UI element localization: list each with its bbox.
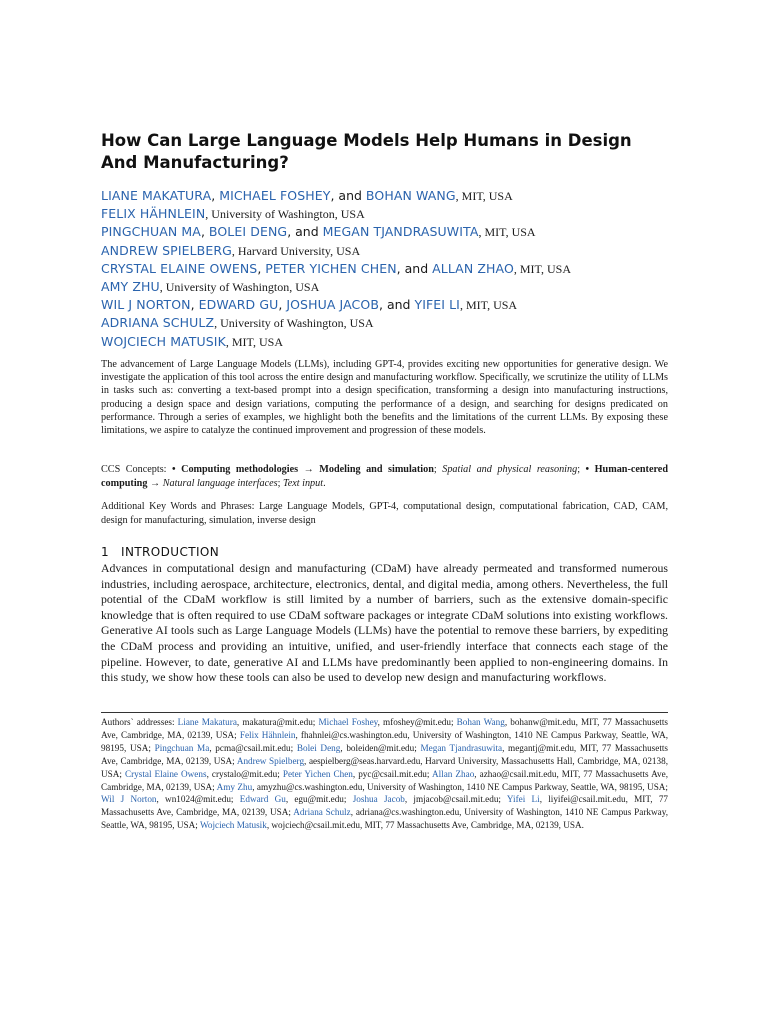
- footnote-text: , pyc@csail.mit.edu;: [352, 768, 432, 779]
- footnote-author-link[interactable]: Edward Gu: [239, 794, 286, 805]
- author-line: [101, 205, 681, 223]
- author-name-link[interactable]: WIL J NORTON: [101, 297, 191, 313]
- footnote-text: Authors` addresses:: [101, 717, 178, 727]
- footnote-text: , makatura@mit.edu;: [236, 717, 319, 727]
- author-separator: ,: [278, 297, 287, 313]
- footnote-text: , megantj@mit.edu, MIT, 77 Massachusetts Ave, Cambridge, MA, 02139, USA;: [101, 742, 669, 766]
- footnote-author-link[interactable]: Wil J Norton: [101, 794, 157, 805]
- author-name-link[interactable]: AMY ZHU: [101, 279, 160, 295]
- footnote-author-link[interactable]: Pingchuan Ma: [154, 742, 210, 753]
- author-affiliation: , MIT, USA: [455, 189, 513, 203]
- author-name-link[interactable]: MEGAN TJANDRASUWITA: [322, 224, 479, 240]
- author-name-link[interactable]: BOLEI DENG: [208, 224, 288, 240]
- author-name-link[interactable]: WOJCIECH MATUSIK: [101, 333, 226, 349]
- ccs-concepts: [101, 463, 668, 491]
- footnote-author-link[interactable]: Liane Makatura: [177, 717, 237, 727]
- author-name-link[interactable]: YIFEI LI: [414, 297, 460, 313]
- author-name-link[interactable]: PINGCHUAN MA: [101, 224, 201, 240]
- author-line: [101, 242, 681, 260]
- author-name-link[interactable]: CRYSTAL ELAINE OWENS: [101, 260, 258, 276]
- author-line: [101, 187, 681, 205]
- footnote-text: , boleiden@mit.edu;: [340, 742, 421, 753]
- author-affiliation: , MIT, USA: [513, 261, 572, 276]
- author-line: [101, 278, 681, 296]
- author-name-link[interactable]: JOSHUA JACOB: [286, 297, 380, 313]
- footnote-author-link[interactable]: Bolei Deng: [296, 742, 341, 753]
- author-separator: , and: [379, 297, 415, 313]
- author-separator: ,: [190, 297, 199, 313]
- authors-addresses-footnote: [101, 716, 668, 832]
- footnote-text: , wn1024@mit.edu;: [156, 794, 240, 805]
- keywords: Additional Key Words and Phrases: Large Language Models, GPT-4, computational design, computational fabrication, CAD, CAM, design for manufacturing, simulation, inverse design: [101, 501, 668, 526]
- section-number: 1: [101, 545, 110, 559]
- footnote-author-link[interactable]: Peter Yichen Chen: [282, 768, 353, 779]
- author-affiliation: , University of Washington, USA: [159, 280, 320, 295]
- author-name-link[interactable]: ADRIANA SCHULZ: [101, 315, 215, 331]
- footnote-text: , wojciech@csail.mit.edu, MIT, 77 Massachusetts Ave, Cambridge, MA, 02139, USA.: [266, 820, 584, 831]
- footnote-text: , amyzhu@cs.washington.edu, University of Washington, 1410 NE Campus Parkway, Seattle, WA, 98195, USA;: [252, 781, 668, 792]
- footnote-author-link[interactable]: Megan Tjandrasuwita: [420, 742, 503, 753]
- footnote-author-link[interactable]: Michael Foshey: [318, 717, 378, 727]
- footnote-author-link[interactable]: Bohan Wang: [456, 717, 505, 727]
- author-name-link[interactable]: LIANE MAKATURA: [101, 188, 212, 203]
- author-affiliation: , Harvard University, USA: [231, 243, 361, 258]
- author-separator: ,: [257, 260, 266, 276]
- author-affiliation: , MIT, USA: [225, 334, 283, 349]
- footnote-author-link[interactable]: Adriana Schulz: [293, 807, 351, 818]
- footnote-author-link[interactable]: Yifei Li: [506, 794, 540, 805]
- ccs-arrow: →: [147, 478, 163, 489]
- author-name-link[interactable]: BOHAN WANG: [365, 188, 456, 203]
- footnote-text: , azhao@csail.mit.edu, MIT, 77 Massachusetts Ave, Cambridge, MA, 02139, USA;: [101, 768, 669, 792]
- ccs-text-input: Text input: [282, 478, 324, 489]
- author-line: [101, 314, 681, 332]
- author-name-link[interactable]: EDWARD GU: [198, 297, 279, 313]
- author-name-link[interactable]: MICHAEL FOSHEY: [219, 188, 331, 203]
- footnote-author-link[interactable]: Joshua Jacob: [352, 794, 405, 805]
- ccs-end: .: [323, 478, 326, 489]
- footnote-author-link[interactable]: Wojciech Matusik: [199, 820, 267, 831]
- footnote-author-link[interactable]: Crystal Elaine Owens: [124, 768, 207, 779]
- footnote-text: , mfoshey@mit.edu;: [377, 717, 457, 727]
- footnote-author-link[interactable]: Andrew Spielberg: [236, 755, 305, 766]
- author-affiliation: , MIT, USA: [478, 225, 536, 240]
- footnote-author-link[interactable]: Felix Hähnlein: [239, 729, 296, 740]
- author-line: [101, 223, 681, 241]
- ccs-nl-interfaces: Natural language interfaces: [162, 478, 278, 489]
- author-name-link[interactable]: ANDREW SPIELBERG: [101, 242, 232, 258]
- author-separator: ,: [211, 188, 220, 203]
- footnote-author-link[interactable]: Amy Zhu: [216, 781, 253, 792]
- author-name-link[interactable]: ALLAN ZHAO: [432, 260, 514, 276]
- author-separator: , and: [396, 260, 433, 276]
- footnote-text: , jmjacob@csail.mit.edu;: [404, 794, 507, 805]
- author-affiliation: , University of Washington, USA: [205, 207, 365, 222]
- author-name-link[interactable]: FELIX HÄHNLEIN: [101, 206, 206, 222]
- footnote-text: , pcma@csail.mit.edu;: [209, 742, 297, 753]
- footnote-text: , fhahnlei@cs.washington.edu, University of Washington, 1410 NE Campus Parkway, Seattle, WA, 98195, USA;: [101, 729, 669, 753]
- paper-title: How Can Large Language Models Help Humans in Design And Manufacturing?: [101, 131, 632, 172]
- section-heading: [101, 545, 219, 559]
- author-separator: ,: [200, 224, 209, 240]
- footnote-text: , bohanw@mit.edu, MIT, 77 Massachusetts Ave, Cambridge, MA, 02139, USA;: [101, 717, 668, 740]
- author-name-link[interactable]: PETER YICHEN CHEN: [265, 260, 397, 276]
- ccs-bullet-human: • Human-centered computing: [101, 464, 668, 489]
- author-line: [101, 296, 681, 314]
- author-separator: , and: [330, 188, 366, 203]
- footnote-rule: [101, 712, 668, 713]
- ccs-separator: ;: [277, 478, 283, 489]
- ccs-spatial-reasoning: Spatial and physical reasoning: [442, 464, 578, 475]
- ccs-bullet-computing: • Computing methodologies → Modeling and simulation: [172, 464, 434, 475]
- ccs-label: CCS Concepts:: [101, 464, 173, 475]
- section-title: INTRODUCTION: [121, 545, 220, 559]
- footnote-text: , adriana@cs.washington.edu, University of Washington, 1410 NE Campus Parkway, Seattle, WA, 98195, USA;: [101, 807, 668, 831]
- ccs-separator: ;: [433, 464, 443, 475]
- author-affiliation: , University of Washington, USA: [214, 316, 374, 331]
- ccs-separator: ;: [577, 464, 586, 475]
- author-line: [101, 260, 681, 278]
- introduction-paragraph: Advances in computational design and manufacturing (CDaM) have already permeated and transformed numerous industries, including aerospace, architecture, electronics, dental, and digital media, among others. Nevertheless, the full potential of the CDaM workflow is still limited by a number of barriers, such as the extensive domain-specific knowledge that is often required to use CDaM software packages or integrate CDaM solutions into existing workflows. Generative AI tools such as Large Language Models (LLMs) have the potential to remove these barriers, by expediting the CDaM process and providing an intuitive, unified, and user-friendly interface that connects each stage of the pipeline. However, to date, generative AI and LLMs have predominantly been applied to non-engineering domains. In this study, we show how these tools can also be used to develop new design and manufacturing workflows.: [101, 561, 668, 685]
- footnote-text: , aespielberg@seas.harvard.edu, Harvard University, Massachusetts Hall, Cambridge, MA, 02138, USA;: [101, 755, 668, 779]
- footnote-text: , crystalo@mit.edu;: [206, 768, 283, 779]
- author-line: [101, 333, 681, 351]
- abstract: The advancement of Large Language Models (LLMs), including GPT-4, provides exciting new opportunities for generative design. We investigate the application of this tool across the entire design and manufacturing workflow. Specifically, we scrutinize the utility of LLMs in tasks such as: converting a text-based prompt into a design specification, transforming a design into manufacturing instructions, producing a design space and design variations, computing the performance of a design, and searching for designs predicated on performance. Through a series of examples, we highlight both the benefits and the limitations of the current LLMs. By exposing these limitations, we aspire to catalyze the continued improvement and progression of these models.: [101, 359, 668, 437]
- footnote-author-link[interactable]: Allan Zhao: [431, 768, 475, 779]
- footnote-text: , liyifei@csail.mit.edu, MIT, 77 Massachusetts Ave, Cambridge, MA, 02139, USA;: [101, 794, 669, 818]
- footnote-text: , egu@mit.edu;: [285, 794, 353, 805]
- author-affiliation: , MIT, USA: [459, 298, 518, 313]
- author-list: [101, 187, 681, 351]
- author-separator: , and: [287, 224, 323, 240]
